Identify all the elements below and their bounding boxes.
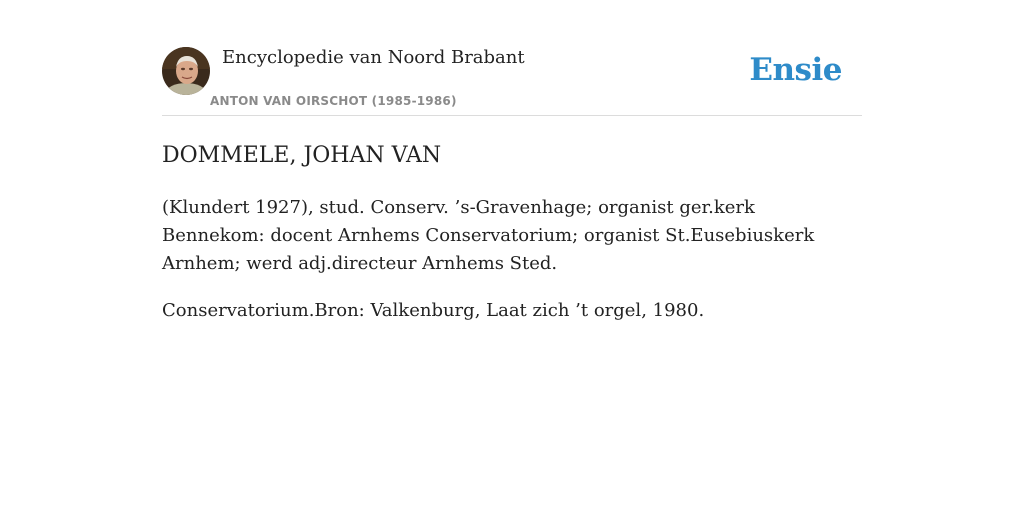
- entry-title: DOMMELE, JOHAN VAN: [162, 143, 442, 168]
- author-avatar[interactable]: [162, 47, 210, 95]
- header: [162, 47, 862, 116]
- page: [162, 0, 862, 325]
- entry-paragraph: Conservatorium.Bron: Valkenburg, Laat zich ’t orgel, 1980.: [162, 300, 705, 321]
- author-name[interactable]: ANTON VAN OIRSCHOT (1985-1986): [210, 94, 457, 108]
- source-title[interactable]: Encyclopedie van Noord Brabant: [222, 47, 525, 68]
- author-portrait-icon: [162, 47, 210, 95]
- ensie-logo[interactable]: Ensie: [749, 52, 842, 88]
- entry-paragraph: (Klundert 1927), stud. Conserv. ’s-Gravenhage; organist ger.kerk Bennekom: docent Arnhems Conservatorium; organist St.Eusebiuskerk Arnhem; werd adj.directeur Arnhems Sted.: [162, 197, 815, 274]
